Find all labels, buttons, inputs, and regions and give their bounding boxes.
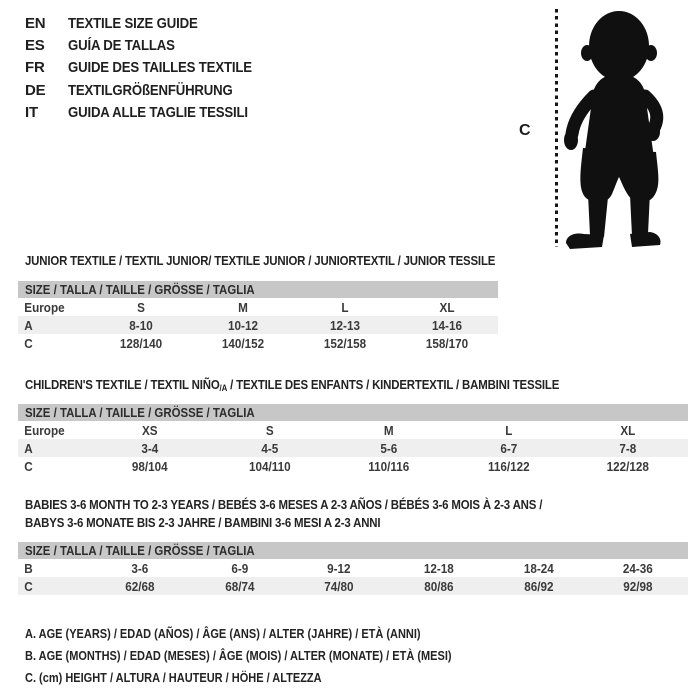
language-row-en — [25, 12, 277, 34]
height-cell: 62/68 — [125, 578, 155, 594]
language-code: EN — [25, 14, 46, 32]
section-title-subscript: /A — [219, 383, 228, 393]
babies-size-table — [18, 542, 688, 595]
row-label: A — [24, 317, 33, 333]
language-row-es — [25, 34, 277, 56]
size-cell: S — [137, 299, 145, 315]
size-cell: S — [265, 422, 274, 438]
language-row-de — [25, 79, 277, 101]
height-cell: 122/128 — [607, 458, 650, 474]
table-row-europe — [18, 421, 688, 439]
height-cell: 110/116 — [368, 458, 410, 474]
height-cell: 74/80 — [324, 578, 354, 594]
height-cell: 98/104 — [131, 458, 168, 474]
children-size-table — [18, 404, 688, 475]
height-cell: 80/86 — [424, 578, 454, 594]
language-row-it — [25, 102, 277, 124]
section-title-part: CHILDREN'S TEXTILE / TEXTIL NIÑO — [25, 377, 220, 392]
table-row-height — [18, 457, 688, 475]
age-cell: 14-16 — [432, 317, 462, 333]
table-row-age — [18, 439, 688, 457]
size-header-bar — [18, 404, 688, 421]
language-list — [25, 12, 277, 124]
language-code: FR — [25, 59, 45, 77]
language-code: IT — [25, 104, 38, 122]
age-cell: 9-12 — [327, 560, 351, 576]
table-row-age — [18, 316, 498, 334]
size-cell: XS — [141, 422, 158, 438]
row-label: C — [24, 458, 33, 474]
size-cell: L — [504, 422, 513, 438]
section-title-line: BABIES 3-6 MONTH TO 2-3 YEARS / BEBÉS 3-6 MESES A 2-3 AÑOS / BÉBÉS 3-6 MOIS À 2-3 ANS / — [25, 497, 543, 512]
size-header-bar — [18, 281, 498, 298]
language-label: GUÍA DE TALLAS — [68, 37, 175, 55]
age-cell: 12-13 — [330, 317, 360, 333]
language-code: DE — [25, 81, 46, 99]
row-label: C — [24, 335, 33, 351]
table-row-age-months — [18, 559, 688, 577]
height-cell: 158/170 — [425, 335, 469, 351]
language-label: GUIDE DES TAILLES TEXTILE — [68, 59, 252, 77]
legend — [25, 623, 510, 689]
age-cell: 6-7 — [500, 440, 518, 456]
height-cell: 128/140 — [119, 335, 163, 351]
language-code: ES — [25, 37, 45, 55]
age-cell: 7-8 — [619, 440, 637, 456]
height-cell: 86/92 — [523, 578, 554, 594]
legend-line-a: A. AGE (YEARS) / EDAD (AÑOS) / ÂGE (ANS) / ALTER (JAHRE) / ETÀ (ANNI) — [25, 627, 421, 641]
size-cell: M — [384, 422, 394, 438]
row-label: Europe — [24, 422, 65, 438]
size-cell: XL — [620, 422, 636, 438]
size-header-label: SIZE / TALLA / TAILLE / GRÖSSE / TAGLIA — [25, 543, 255, 558]
section-title-part: / TEXTILE DES ENFANTS / KINDERTEXTIL / BAMBINI TESSILE — [227, 377, 560, 392]
age-cell: 12-18 — [423, 560, 454, 576]
size-cell: L — [341, 299, 349, 315]
language-label: TEXTILGRÖßENFÜHRUNG — [68, 81, 233, 99]
age-cell: 6-9 — [231, 560, 248, 576]
language-row-fr — [25, 57, 277, 79]
size-header-label: SIZE / TALLA / TAILLE / GRÖSSE / TAGLIA — [25, 405, 255, 420]
age-cell: 10-12 — [228, 317, 258, 333]
size-header-bar — [18, 542, 688, 559]
age-cell: 18-24 — [523, 560, 554, 576]
height-cell: 68/74 — [224, 578, 255, 594]
height-cell: 116/122 — [487, 458, 530, 474]
table-row-height — [18, 334, 498, 352]
legend-line-c: C. (cm) HEIGHT / ALTURA / HAUTEUR / HÖHE / ALTEZZA — [25, 671, 322, 685]
age-cell: 4-5 — [260, 440, 278, 456]
table-row-europe — [18, 298, 498, 316]
age-cell: 5-6 — [380, 440, 398, 456]
section-title-junior: JUNIOR TEXTILE / TEXTIL JUNIOR/ TEXTILE JUNIOR / JUNIORTEXTIL / JUNIOR TESSILE — [25, 253, 496, 268]
age-cell: 3-6 — [131, 560, 149, 576]
size-cell: XL — [439, 299, 455, 315]
table-row-height — [18, 577, 688, 595]
row-label: B — [24, 560, 33, 576]
age-cell: 8-10 — [129, 317, 153, 333]
junior-size-table — [18, 281, 498, 352]
age-cell: 24-36 — [623, 560, 654, 576]
toddler-silhouette-icon — [557, 6, 697, 250]
section-title-babies — [25, 496, 542, 531]
row-label: C — [24, 578, 33, 594]
section-title-line: BABYS 3-6 MONATE BIS 2-3 JAHRE / BAMBINI 3-6 MESI A 2-3 ANNI — [25, 514, 381, 530]
height-cell: 152/158 — [323, 335, 367, 351]
row-label: A — [24, 440, 33, 456]
age-cell: 3-4 — [141, 440, 159, 456]
height-cell: 92/98 — [623, 578, 653, 594]
row-label: Europe — [24, 299, 65, 315]
height-label: C — [519, 122, 531, 139]
language-label: TEXTILE SIZE GUIDE — [68, 14, 198, 32]
size-cell: M — [238, 299, 248, 315]
height-cell: 140/152 — [221, 335, 265, 351]
height-cell: 104/110 — [248, 458, 291, 474]
section-title-children — [25, 377, 559, 393]
size-header-label: SIZE / TALLA / TAILLE / GRÖSSE / TAGLIA — [25, 282, 255, 297]
language-label: GUIDA ALLE TAGLIE TESSILI — [68, 104, 248, 122]
legend-line-b: B. AGE (MONTHS) / EDAD (MESES) / ÂGE (MOIS) / ALTER (MONATE) / ETÀ (MESI) — [25, 649, 452, 663]
